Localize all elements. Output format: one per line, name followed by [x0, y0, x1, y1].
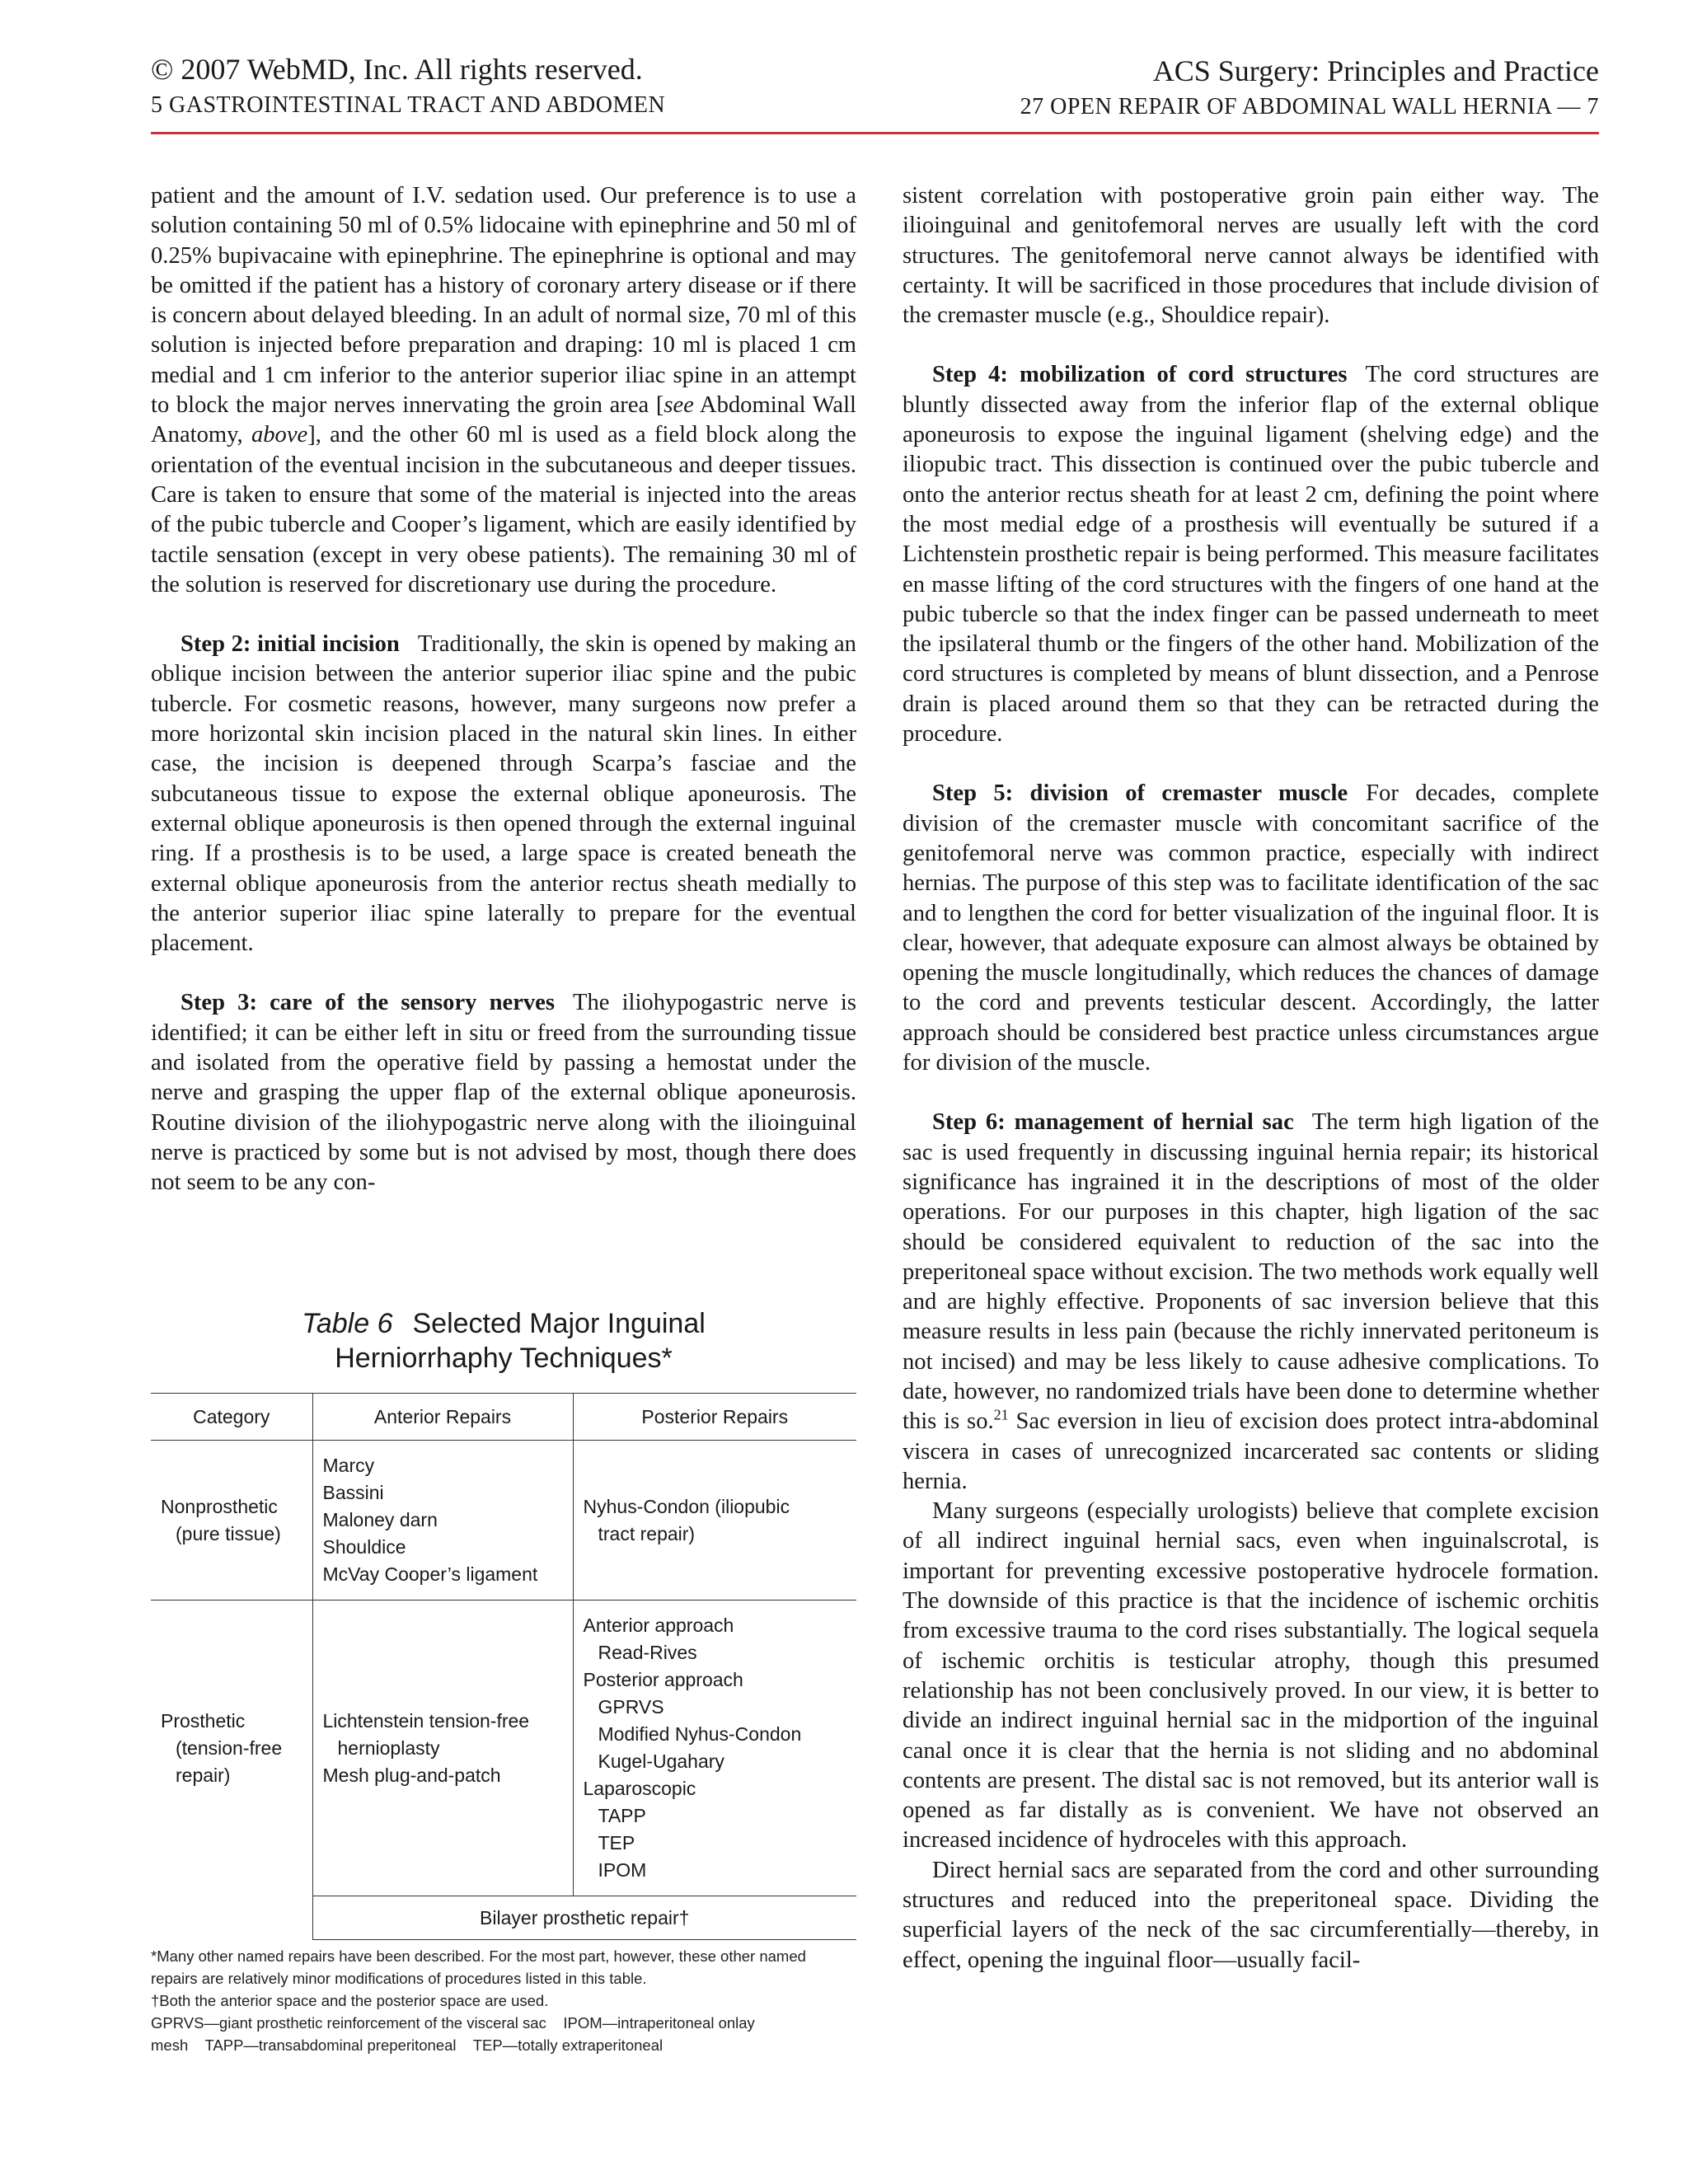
paragraph-direct-sacs: Direct hernial sacs are separated from the cord and other surrounding structures and reduced into the preperitoneal space. Dividing the superficial layers of the neck of the sac circumferentially—thereby, in effect, opening the inguinal floor—usually facil-	[903, 1857, 1599, 1973]
header-book-title: ACS Surgery: Principles and Practice	[1152, 54, 1599, 87]
paragraph-complete-excision: Many surgeons (especially urologists) believe that complete excision of all indirect inguinal hernial sacs, even when inguinalscrotal, is important for preventing excessive postoperative hydrocele formation. The downside of this practice is that the incidence of ischemic orchitis from excessive trauma to the cord rises substantially. The logical sequela of ischemic orchitis is testicular atrophy, though this presumed relationship has not been conclusively proved. In our view, it is better to divide an indirect inguinal hernial sac in the midportion of the inguinal canal once it is clear that the hernia is not sliding and no abdominal contents are present. The distal sac is not removed, but its anterior wall is opened as far distally as is convenient. We have not observed an increased incidence of hydroceles with this approach.	[903, 1498, 1599, 1854]
table-row	[151, 1441, 856, 1601]
paragraph-nerves-cont: sistent correlation with postoperative groin pain either way. The ilioinguinal and genitofemoral nerves are usually left with the cord structures. The genitofemoral nerve cannot always be identified with certainty. It will be sacrificed in those procedures that include division of the cremaster muscle (e.g., Shouldice repair).	[903, 183, 1599, 329]
step3-heading: Step 3: care of the sensory nerves	[181, 990, 555, 1016]
paragraph-step3: Step 3: care of the sensory nerves The iliohypogastric nerve is identified; it can be either left in situ or freed from the surrounding tissue and isolated from the operative field by passing a hemostat under the nerve and grasping the upper flap of the external oblique aponeurosis. Routine division of the iliohypogastric nerve along with the ilioinguinal nerve is practiced by some but is not advised by most, though there does not seem to be any con-	[151, 990, 856, 1196]
table-row	[151, 1601, 856, 1896]
footnote-abbrev-2: mesh TAPP—transabdominal preperitoneal TEP—totally extraperitoneal	[151, 2036, 663, 2054]
step4-heading: Step 4: mobilization of cord structures	[932, 362, 1348, 388]
paragraph-step6: Step 6: management of hernial sac The term high ligation of the sac is used frequently in discussing inguinal hernia repair; its historical significance has ingrained it in the descriptions of most of the older operations. For our purposes in this chapter, high ligation of the sac should be considered equivalent to reduction of the sac into the preperitoneal space without excision. The two methods work equally well and are highly effective. Proponents of sac inversion believe that this measure results in less pain (because the richly innervated peritoneum is not incised) and may be less likely to cause adhesive complications. To date, however, no randomized trials have been done to determine whether this is so.$^{21}$ Sac eversion in lieu of excision does protect intra-abdominal viscera in cases of unrecognized incarcerated sac contents or sliding hernia.	[903, 1109, 1600, 1494]
posterior-prosthetic: Anterior approach Read-Rives Posterior approach GPRVS Modified Nyhus-Condon Kugel-Ugahary Laparoscopic TAPP TEP IPOM	[583, 1615, 802, 1881]
header-posterior: Posterior Repairs	[573, 1394, 856, 1441]
anterior-nonprosthetic: Marcy Bassini Maloney darn Shouldice McVay Cooper’s ligament	[312, 1441, 573, 1601]
step6-heading: Step 6: management of hernial sac	[932, 1109, 1294, 1136]
table-label: Table 6	[302, 1308, 393, 1339]
anterior-prosthetic: Lichtenstein tension-free hernioplasty Mesh plug-and-patch	[312, 1601, 573, 1896]
header-anterior: Anterior Repairs	[312, 1394, 573, 1441]
footnote-star: *Many other named repairs have been described. For the most part, however, these other named repairs are relatively minor modifications of procedures listed in this table.	[151, 1947, 806, 1987]
step5-heading: Step 5: division of cremaster muscle	[932, 780, 1348, 807]
table-footnotes	[151, 1945, 856, 2056]
table-title: Table 6 Selected Major Inguinal Herniorrhaphy Techniques*	[302, 1308, 706, 1374]
header-chapter: 27 OPEN REPAIR OF ABDOMINAL WALL HERNIA — 7	[1020, 94, 1599, 120]
category-nonprosthetic: Nonprosthetic (pure tissue)	[151, 1441, 312, 1601]
footnote-abbrev: GPRVS—giant prosthetic reinforcement of the visceral sac IPOM—intraperitoneal onlay	[151, 2014, 755, 2032]
bilayer-repair: Bilayer prosthetic repair†	[312, 1896, 856, 1940]
header-section: 5 GASTROINTESTINAL TRACT AND ABDOMEN	[151, 92, 666, 118]
paragraph-step4: Step 4: mobilization of cord structures The cord structures are bluntly dissected away from the inferior flap of the external oblique aponeurosis to expose the inguinal ligament (shelving edge) and the iliopubic tract. This dissection is continued over the pubic tubercle and onto the anterior rectus sheath for at least 2 cm, defining the point where the most medial edge of a prosthesis will eventually be sutured if a Lichtenstein prosthetic repair is being performed. This measure facilitates en masse lifting of the cord structures with the fingers of one hand at the pubic tubercle so that the index finger can be passed underneath to meet the ipsilateral thumb or the fingers of the other hand. Mobilization of the cord structures is completed by means of blunt dissection, and a Penrose drain is placed around them so that they can be retracted during the procedure.	[903, 362, 1599, 748]
step2-heading: Step 2: initial incision	[181, 631, 400, 658]
header-category: Category	[151, 1394, 312, 1441]
reference-21: 21	[993, 1406, 1009, 1423]
techniques-table	[151, 1393, 856, 1940]
header-copyright: © 2007 WebMD, Inc. All rights reserved.	[151, 53, 643, 86]
footnote-dagger: †Both the anterior space and the posterior space are used.	[151, 1992, 549, 2009]
header-rule	[151, 132, 1599, 134]
paragraph-step2: Step 2: initial incision Traditionally, the skin is opened by making an oblique incision between the anterior superior iliac spine and the pubic tubercle. For cosmetic reasons, however, many surgeons now prefer a more horizontal skin incision placed in the natural skin lines. In either case, the incision is deepened through Scarpa’s fasciae and the subcutaneous tissue to expose the external oblique aponeurosis. The external oblique aponeurosis is then opened through the external inguinal ring. If a prosthesis is to be used, a large space is created beneath the external oblique aponeurosis from the anterior rectus sheath medially to the anterior superior iliac spine laterally to prepare for the eventual placement.	[151, 631, 856, 957]
paragraph-anesthesia: patient and the amount of I.V. sedation used. Our preference is to use a solution containing 50 ml of 0.5% lidocaine with epinephrine and 50 ml of 0.25% bupivacaine with epinephrine. The epinephrine is optional and may be omitted if the patient has a history of coronary artery disease or if there is concern about delayed bleeding. In an adult of normal size, 70 ml of this solution is injected before preparation and draping: 10 ml is placed 1 cm medial and 1 cm inferior to the anterior superior iliac spine in an attempt to block the major nerves innervating the groin area [see Abdominal Wall Anatomy, above], and the other 60 ml is used as a field block along the orientation of the eventual incision in the subcutaneous and deeper tissues. Care is taken to ensure that some of the material is injected into the areas of the pubic tubercle and Cooper’s ligament, which are easily identified by tactile sensation (except in very obese patients). The remaining 30 ml of the solution is reserved for discretionary use during the procedure.	[151, 183, 856, 598]
table-header-row	[151, 1394, 856, 1441]
right-column	[903, 181, 1599, 1975]
left-column	[151, 181, 856, 1198]
paragraph-step5: Step 5: division of cremaster muscle For decades, complete division of the cremaster muscle with concomitant sacrifice of the genitofemoral nerve was common practice, especially with indirect hernias. The purpose of this step was to facilitate identification of the sac and to lengthen the cord for better visualization of the inguinal floor. It is clear, however, that adequate exposure can almost always be obtained by opening the muscle longitudinally, which reduces the chances of damage to the cord and prevents testicular descent. Accordingly, the latter approach should be considered best practice unless circumstances argue for division of the muscle.	[903, 780, 1599, 1076]
posterior-nonprosthetic: Nyhus-Condon (iliopubic tract repair)	[573, 1441, 856, 1601]
category-prosthetic: Prosthetic (tension-free repair)	[151, 1601, 312, 1940]
